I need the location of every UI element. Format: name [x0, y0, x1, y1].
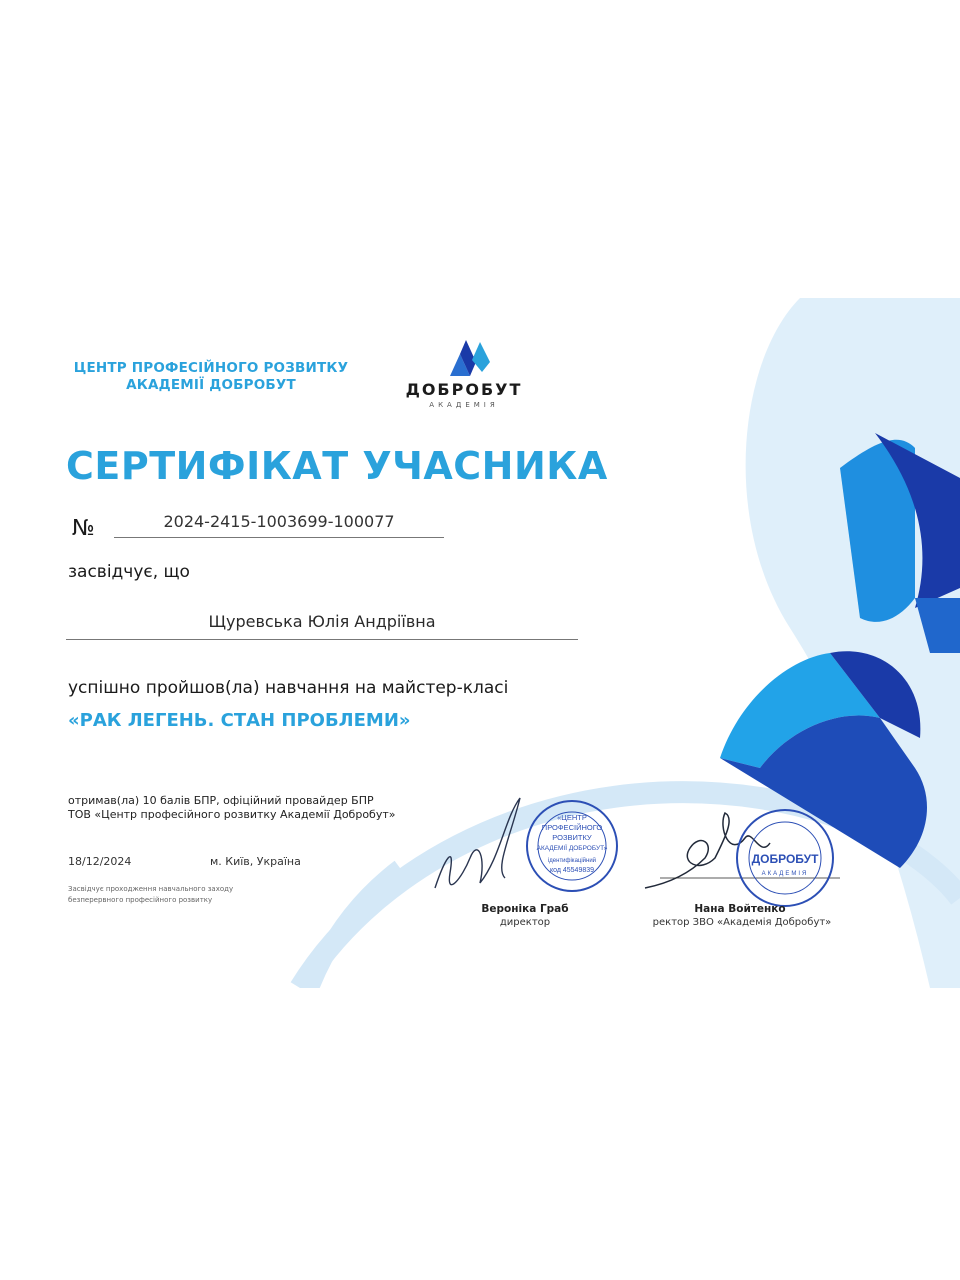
logo-name: ДОБРОБУТ [405, 380, 523, 399]
points-line2: ТОВ «Центр професійного розвитку Академії Добробут» [68, 808, 396, 821]
stamp1-line2: ПРОФЕСІЙНОГО [541, 823, 603, 832]
certificate [0, 298, 960, 988]
organization-line1: ЦЕНТР ПРОФЕСІЙНОГО РОЗВИТКУ [73, 360, 349, 376]
stamp1-line1: «ЦЕНТР [557, 813, 587, 822]
dobrobut-logo-icon [444, 336, 496, 378]
certificate-number: 2024-2415-1003699-100077 [114, 512, 444, 538]
certifies-text: засвідчує, що [68, 562, 190, 582]
stamp2-sub: АКАДЕМІЯ [761, 871, 809, 877]
stamp2-center: ДОБРОБУТ [751, 852, 819, 866]
course-title: «РАК ЛЕГЕНЬ. СТАН ПРОБЛЕМИ» [68, 710, 411, 731]
signatory1-position: директор [499, 917, 551, 928]
completed-text: успішно пройшов(ла) навчання на майстер-класі [68, 678, 509, 698]
signatory2-position: ректор ЗВО «Академія Добробут» [652, 917, 832, 928]
logo-subtitle: АКАДЕМІЯ [429, 401, 499, 409]
points-line1: отримав(ла) 10 балів БПР, офіційний провайдер БПР [68, 794, 374, 807]
stamp1-code-label: ідентифікаційний [547, 858, 597, 864]
stamp1-line3: РОЗВИТКУ [552, 833, 592, 842]
signatory2-name: Нана Войтенко [694, 903, 786, 915]
stamp1-code: код 45549839 [549, 867, 595, 874]
participant-name: Щуревська Юлія Андріївна [66, 612, 578, 640]
signatory1-name: Вероніка Граб [481, 903, 569, 915]
organization-name [66, 360, 356, 394]
issue-city: м. Київ, Україна [210, 855, 301, 868]
number-sign: № [72, 516, 95, 541]
issue-date: 18/12/2024 [68, 855, 132, 868]
footnote-line2: безперервного професійного розвитку [68, 896, 213, 904]
certificate-title: СЕРТИФІКАТ УЧАСНИКА [66, 444, 608, 488]
organization-line2: АКАДЕМІЇ ДОБРОБУТ [126, 377, 296, 393]
footnote-line1: Засвідчує проходження навчального заходу [68, 885, 234, 893]
stamp1-line4: АКАДЕМІЇ ДОБРОБУТ» [536, 845, 608, 852]
